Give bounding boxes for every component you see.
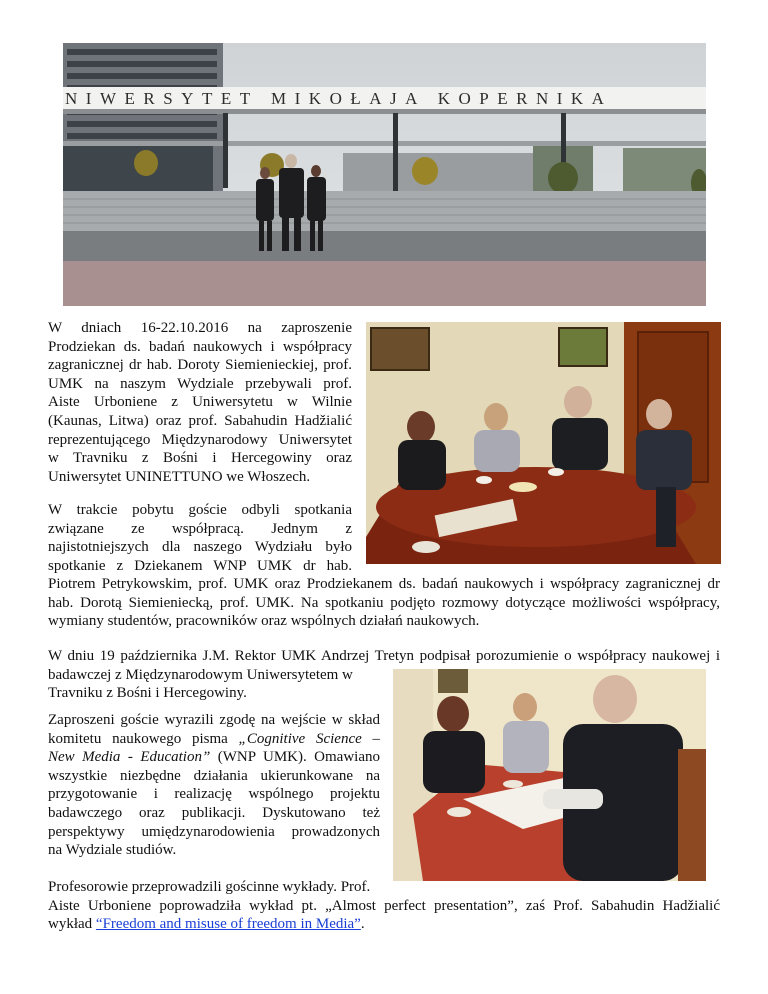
text-line: W dniu 19 października J.M. Rektor UMK Andrzej Tretyn podpisał porozumienie o współpracy naukowej i [48,648,720,664]
text-line: Piotrem Petrykowskim, prof. UMK oraz Prodziekanem ds. badań naukowych i współpracy zagranicznej dr [48,576,720,592]
text-line: badawczej z Międzynarodowym Uniwersytetem w [48,666,353,683]
text-line: najistotniejszych dla naszego Wydziału było [48,539,352,556]
text-line: Prodziekan ds. badań naukowych i współpracy [48,338,352,355]
text-line: zagranicznej dr hab. Doroty Siemienieckiej, prof. [48,357,352,374]
text-line: UMK na naszym Wydziale przebywali prof. [48,375,352,392]
text-line: Aiste Urboniene z Uniwersytetu w Wilnie [48,394,352,411]
journal-title-part1: „Cognitive Science – [238,730,380,747]
text-line: w Travniku z Bośni i Hercegowiny oraz [48,450,352,467]
meeting-room-illustration [366,322,721,564]
paragraph-journal-committee [48,711,380,860]
paragraph-visit-intro [48,319,352,486]
paragraph-meetings-column [48,501,352,575]
text-line: perspektywy umiędzynarodowienia prowadzonych [48,823,380,840]
text-line: hab. Dorotą Siemieniecką, prof. UMK. Na spotkaniu podjęto rozmowy dotyczące możliwości współpracy, [48,594,720,611]
text-line: wszystkie niezbędne działania ukierunkowane na [48,767,380,784]
text-line: Profesorowie przeprowadzili gościnne wykłady. Prof. [48,879,371,895]
text-line: Uniwersytet UNINETTUNO we Włoszech. [48,468,311,485]
text-line: komitetu naukowego pisma „Cognitive Science – [48,730,380,747]
svg-text:NIWERSYTET MIKOŁAJA KOPERNIKA: NIWERSYTET MIKOŁAJA KOPERNIKA [65,89,613,108]
text-line: Travniku z Bośni i Hercegowiny. [48,685,247,702]
text-line: na Wydziale studiów. [48,842,177,859]
text-line: W dniach 16-22.10.2016 na zaproszenie [48,320,352,336]
photo-university-building [63,43,706,306]
text-line: związane ze współpracą. Jednym z [48,520,352,537]
text-line: wymiany studentów, pracowników oraz wspólnych działań naukowych. [48,613,480,630]
photo-meeting-room [366,322,721,564]
text-line: Zaproszeni goście wyrazili zgodę na wejście w skład [48,712,380,728]
paragraph-lectures [48,878,720,934]
text-line: Aiste Urboniene poprowadziła wykład pt. „Almost perfect presentation”, zaś Prof. Sabahudin Hadžialić [48,897,720,914]
text-line: spotkanie z Dziekanem WNP UMK dr hab. [48,557,352,574]
journal-title-part2: New Media - Education” [48,749,211,766]
text-line: badawczego oraz publikacji. Dyskutowano też [48,804,380,821]
text-line: reprezentującego Międzynarodowy Uniwersytet [48,431,352,448]
text-line: przygotowanie i realizację wspólnego projektu [48,786,380,803]
text-line: wykład “Freedom and misuse of freedom in Media”. [48,916,365,933]
text-line: W trakcie pobytu goście odbyli spotkania [48,502,352,518]
lecture-link[interactable]: “Freedom and misuse of freedom in Media” [95,916,361,933]
paragraph-agreement [48,647,720,703]
building-illustration [63,43,706,306]
text-line: New Media - Education” (WNP UMK). Omawiano [48,749,380,766]
paragraph-meetings-full [48,575,720,631]
text-line: (Kaunas, Litwa) oraz prof. Sabahudin Hadžialić [48,412,352,429]
